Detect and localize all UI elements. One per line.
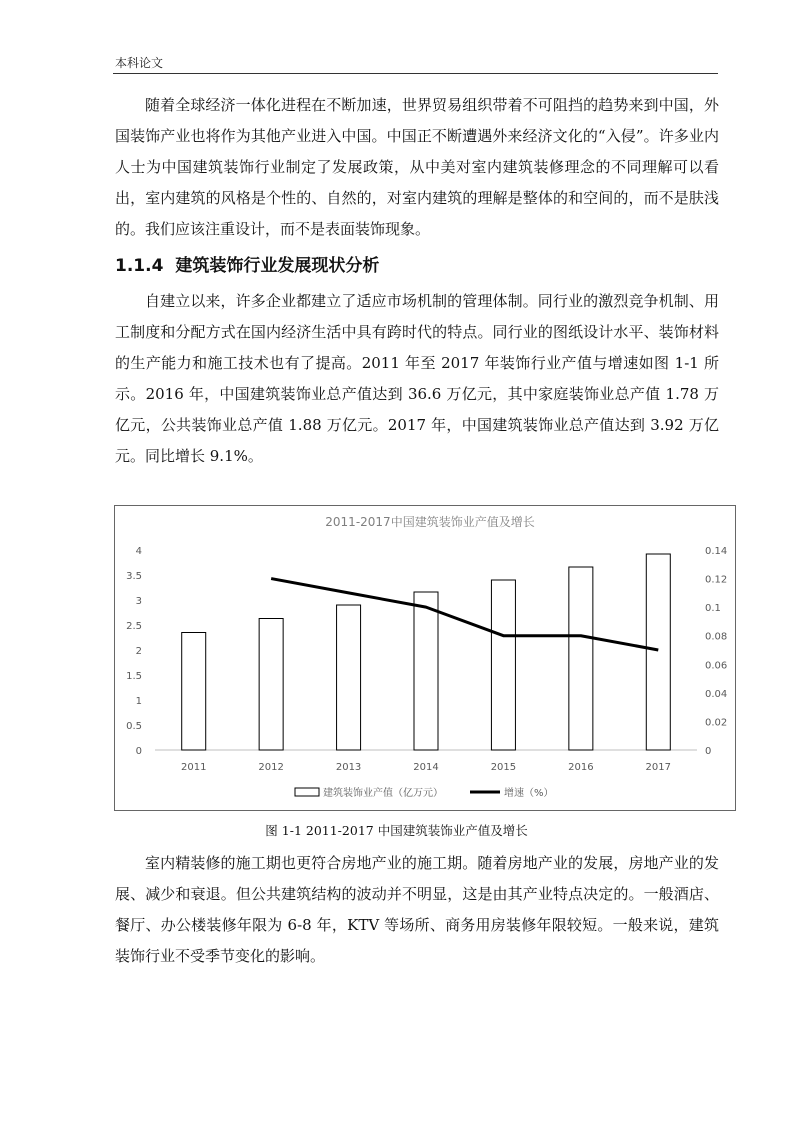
y-left-tick-label: 2 [135,646,142,657]
y-right-tick-label: 0.06 [705,660,728,672]
section-number: 1.1.4 [115,256,164,276]
bar-2014 [414,592,438,750]
y-right-tick-label: 0.02 [705,717,728,729]
y-right-tick-label: 0.12 [705,574,728,586]
bar-2011 [182,633,206,751]
y-right-tick-label: 0.04 [705,688,728,700]
x-tick-label: 2016 [568,762,594,773]
y-left-tick-label: 1 [135,696,142,707]
x-tick-label: 2014 [413,762,439,773]
y-right-tick-label: 0.08 [705,631,728,643]
figure-caption: 图 1-1 2011-2017 中国建筑装饰业产值及增长 [265,823,528,838]
bar-2017 [646,554,670,750]
bar-2016 [569,567,593,750]
y-right-tick-label: 0.14 [705,546,728,557]
x-tick-label: 2015 [490,762,517,773]
paragraph-status: 自建立以来，许多企业都建立了适应市场机制的管理体制。同行业的激烈竞争机制、用工制度和分配方式在国内经济生活中具有跨时代的特点。同行业的图纸设计水平、装饰材料的生产能力和施工技术也有了提高。2011 年至 2017 年装饰行业产值与增速如图 1-1 所示。2016 年，中国建筑装饰业总产值达到 36.6 万亿元，其中家庭装饰业总产值 1.78 万亿元，公共装饰业总产值 1.88 万亿元。2017 年，中国建筑装饰业总产值达到 3.92 万亿元。同比增长 9.1%。 [115,292,719,465]
y-left-tick-label: 3 [135,596,142,607]
y-right-tick-label: 0 [705,746,712,757]
paragraph-construction: 室内精装修的施工期也更符合房地产业的施工期。随着房地产业的发展，房地产业的发展、减少和衰退。但公共建筑结构的波动并不明显，这是由其产业特点决定的。一般酒店、餐厅、办公楼装修年限为 6-8 年，KTV 等场所、商务用房装修年限较短。一般来说，建筑装饰行业不受季节变化的影响。 [115,854,719,965]
section-title: 建筑装饰行业发展现状分析 [175,256,380,276]
legend-bar-swatch [295,788,319,796]
y-left-tick-label: 4 [135,546,142,557]
header-rule [113,73,718,74]
bar-2013 [337,605,361,750]
legend-line-label: 增速（%） [504,788,554,799]
x-tick-label: 2017 [645,762,672,773]
bar-2012 [259,619,283,751]
section-heading [115,251,379,276]
chart-frame [114,505,736,811]
y-left-tick-label: 0.5 [126,721,142,732]
chart-title: 2011-2017中国建筑装饰业产值及增长 [325,515,535,529]
y-left-tick-label: 3.5 [126,571,142,582]
chart-svg [115,506,735,810]
x-tick-label: 2013 [335,762,362,773]
bar-2015 [491,580,515,750]
growth-line [271,579,658,650]
x-tick-label: 2011 [180,762,207,773]
y-left-tick-label: 2.5 [126,621,142,632]
page-header-label: 本科论文 [115,56,164,70]
legend-bar-label: 建筑装饰业产值（亿万元） [323,788,443,799]
y-right-tick-label: 0.1 [705,603,721,615]
y-left-tick-label: 0 [135,746,142,757]
y-left-tick-label: 1.5 [126,671,142,682]
paragraph-intro: 随着全球经济一体化进程在不断加速，世界贸易组织带着不可阻挡的趋势来到中国，外国装饰产业也将作为其他产业进入中国。中国正不断遭遇外来经济文化的“入侵”。许多业内人士为中国建筑装饰行业制定了发展政策，从中美对室内建筑装修理念的不同理解可以看出，室内建筑的风格是个性的、自然的，对室内建筑的理解是整体的和空间的，而不是肤浅的。我们应该注重设计，而不是表面装饰现象。 [115,96,719,238]
x-tick-label: 2012 [258,762,284,773]
